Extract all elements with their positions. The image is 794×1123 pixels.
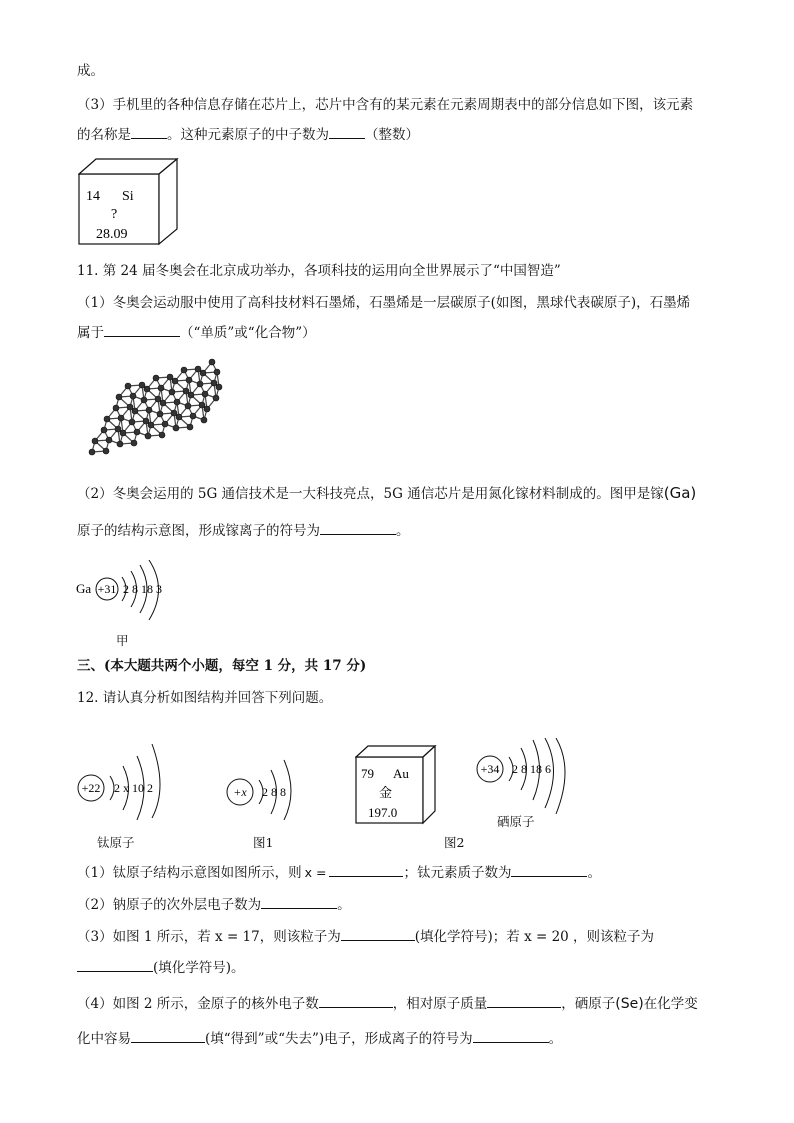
answer-blank[interactable] [329, 126, 365, 139]
ga-caption: 甲 [116, 633, 129, 648]
text: （2）钠原子的次外层电子数为 [77, 897, 262, 913]
carbon-atom [169, 389, 175, 395]
au-symbol: Au [393, 766, 409, 781]
si-mass: 28.09 [96, 227, 128, 242]
ti-caption: 钛原子 [97, 835, 135, 850]
element-symbol: (Se) [615, 996, 644, 1012]
carbon-atom [202, 391, 208, 397]
carbon-atom [174, 399, 180, 405]
si-name: ? [111, 207, 118, 222]
element-symbol: (Ga) [663, 484, 697, 502]
figure1-atom-diagram [224, 750, 314, 820]
carbon-atom [155, 396, 161, 402]
text: 的名称是 [77, 127, 131, 143]
text: 成。 [77, 63, 104, 79]
carbon-atom [129, 419, 135, 425]
carbon-atom [160, 400, 166, 406]
se-atom-diagram [474, 738, 574, 818]
carbon-atom [214, 369, 220, 375]
answer-blank[interactable] [320, 522, 396, 535]
section-3-heading [77, 657, 366, 675]
carbon-atom [130, 393, 136, 399]
answer-blank[interactable] [341, 928, 415, 941]
answer-blank[interactable] [487, 995, 561, 1008]
text: 。 [396, 523, 410, 539]
carbon-atom [199, 402, 205, 408]
question-11-1-line2 [77, 324, 316, 342]
carbon-atom [139, 382, 145, 388]
carbon-atom [141, 397, 147, 403]
carbon-atom [113, 405, 119, 411]
carbon-atom [101, 427, 107, 433]
question-12-3-line1 [77, 928, 654, 946]
question-3-line2 [77, 126, 419, 144]
carbon-atom [144, 386, 150, 392]
carbon-atom [106, 437, 112, 443]
ga-shells: 2 8 18 3 [123, 582, 162, 596]
ti-nucleus: +22 [81, 781, 101, 795]
ga-element-label: Ga [76, 581, 92, 596]
carbon-atom [173, 425, 179, 431]
answer-blank[interactable] [473, 1030, 549, 1043]
carbon-atom [146, 407, 152, 413]
answer-blank[interactable] [319, 995, 393, 1008]
question-12-1 [77, 864, 601, 882]
carbon-atom [104, 416, 110, 422]
fig1-shells: 2 8 8 [262, 785, 286, 799]
text: 11. 第 24 届冬奥会在北京成功举办，各项科技的运用向全世界展示了“中国智造” [77, 263, 561, 279]
ti-atom-diagram [76, 740, 171, 820]
carbon-atom [157, 411, 163, 417]
question-11-2-line1 [77, 484, 696, 503]
si-number: 14 [86, 189, 100, 204]
carbon-atom [209, 359, 215, 365]
carbon-atom [148, 422, 154, 428]
carbon-atom [190, 413, 196, 419]
graphene-figure [76, 352, 226, 470]
fig1-nucleus: +x [233, 785, 247, 799]
si-symbol: Si [122, 189, 134, 204]
carbon-atom [118, 415, 124, 421]
ti-shells: 2 x 10 2 [114, 781, 153, 795]
carbon-atom [181, 367, 187, 373]
carbon-atom [176, 414, 182, 420]
carbon-atom [171, 410, 177, 416]
answer-blank[interactable] [104, 324, 180, 337]
answer-blank[interactable] [131, 126, 167, 139]
question-3-line1 [77, 96, 693, 114]
carbon-atom [211, 380, 217, 386]
fig2-caption: 图2 [444, 835, 465, 850]
si-element-cell [78, 157, 183, 247]
text: （整数） [365, 127, 419, 143]
carbon-atom [143, 418, 149, 424]
answer-blank[interactable] [329, 864, 403, 877]
carbon-atom [92, 438, 98, 444]
text: （3）手机里的各种信息存储在芯片上，芯片中含有的某元素在元素周期表中的部分信息如下图，该元素 [77, 97, 694, 113]
carbon-atom [145, 433, 151, 439]
carbon-atom [89, 449, 95, 455]
text-line [77, 62, 104, 80]
carbon-atom [158, 385, 164, 391]
text: (填化学符号)。 [153, 960, 245, 976]
question-12 [77, 689, 332, 707]
carbon-atom [117, 441, 123, 447]
carbon-atom [213, 395, 219, 401]
carbon-atom [201, 417, 207, 423]
carbon-atom [197, 381, 203, 387]
text: 。 [548, 1031, 563, 1047]
carbon-atom [183, 388, 189, 394]
text: （3）如图 1 所示，若 x = 17，则该粒子为 [77, 929, 341, 945]
carbon-atom [188, 392, 194, 398]
answer-blank[interactable] [511, 864, 587, 877]
question-12-3-line2 [77, 959, 245, 977]
question-11-2-line2 [77, 522, 410, 540]
carbon-atom [103, 448, 109, 454]
carbon-atom [186, 377, 192, 383]
text: 。这种元素原子的中子数为 [167, 127, 329, 143]
se-shells: 2 8 18 6 [512, 762, 551, 776]
math-text: x = [304, 865, 327, 880]
carbon-atom [159, 432, 165, 438]
text: 在化学变 [643, 996, 698, 1012]
se-caption: 硒原子 [497, 814, 535, 829]
question-12-4-line2 [77, 1030, 562, 1048]
text: (填“得到”或“失去”)电子，形成离子的符号为 [205, 1031, 473, 1047]
fig1-caption: 图1 [253, 835, 274, 850]
text: 原子的结构示意图，形成镓离子的符号为 [77, 523, 320, 539]
text: ，硒原子 [561, 996, 616, 1012]
carbon-atom [187, 424, 193, 430]
au-element-cell [355, 745, 440, 825]
ga-atom-diagram [76, 560, 176, 630]
text: （1）冬奥会运动服中使用了高科技材料石墨烯，石墨烯是一层碳原子(如图，黑球代表碳原子)，石墨烯 [77, 295, 691, 311]
carbon-atom [131, 440, 137, 446]
text: ；钛元素质子数为 [403, 865, 512, 881]
au-number: 79 [361, 766, 374, 781]
question-11-1-line1 [77, 294, 690, 312]
text: （4）如图 2 所示，金原子的核外电子数 [77, 996, 319, 1012]
carbon-atom [195, 366, 201, 372]
carbon-atom [167, 374, 173, 380]
carbon-atom [172, 378, 178, 384]
carbon-atom [127, 404, 133, 410]
answer-blank[interactable] [261, 896, 337, 909]
carbon-atom [120, 430, 126, 436]
question-12-4-line1 [77, 995, 698, 1013]
text: (填化学符号)；若 x = 20 ，则该粒子为 [414, 929, 655, 945]
text: 化中容易 [77, 1031, 131, 1047]
text: 三、(本大题共两个小题，每空 1 分，共 17 分) [77, 658, 367, 674]
text: 。 [587, 865, 601, 881]
au-mass: 197.0 [368, 805, 398, 820]
text: （1）钛原子结构示意图如图所示，则 [77, 865, 302, 881]
text: 12. 请认真分析如图结构并回答下列问题。 [77, 690, 333, 706]
text: 属于 [77, 325, 104, 341]
carbon-atom [216, 384, 222, 390]
carbon-atom [185, 403, 191, 409]
ga-nucleus: +31 [97, 582, 117, 596]
carbon-atom [204, 406, 210, 412]
carbon-atom [134, 429, 140, 435]
text: （“单质”或“化合物”） [180, 325, 316, 341]
answer-blank[interactable] [131, 1030, 205, 1043]
question-12-2 [77, 896, 351, 914]
text: ，相对原子质量 [392, 996, 488, 1012]
au-name: 金 [379, 785, 393, 800]
text: 。 [337, 897, 351, 913]
carbon-atom [153, 375, 159, 381]
carbon-atom [116, 394, 122, 400]
answer-blank[interactable] [77, 959, 153, 972]
carbon-atom [115, 426, 121, 432]
carbon-atom [132, 408, 138, 414]
carbon-atom [162, 421, 168, 427]
carbon-atom [200, 370, 206, 376]
question-11 [77, 262, 561, 280]
se-nucleus: +34 [480, 762, 500, 776]
carbon-atom [125, 383, 131, 389]
text: （2）冬奥会运用的 5G 通信技术是一大科技亮点，5G 通信芯片是用氮化镓材料制成的。图甲是镓 [77, 486, 664, 502]
